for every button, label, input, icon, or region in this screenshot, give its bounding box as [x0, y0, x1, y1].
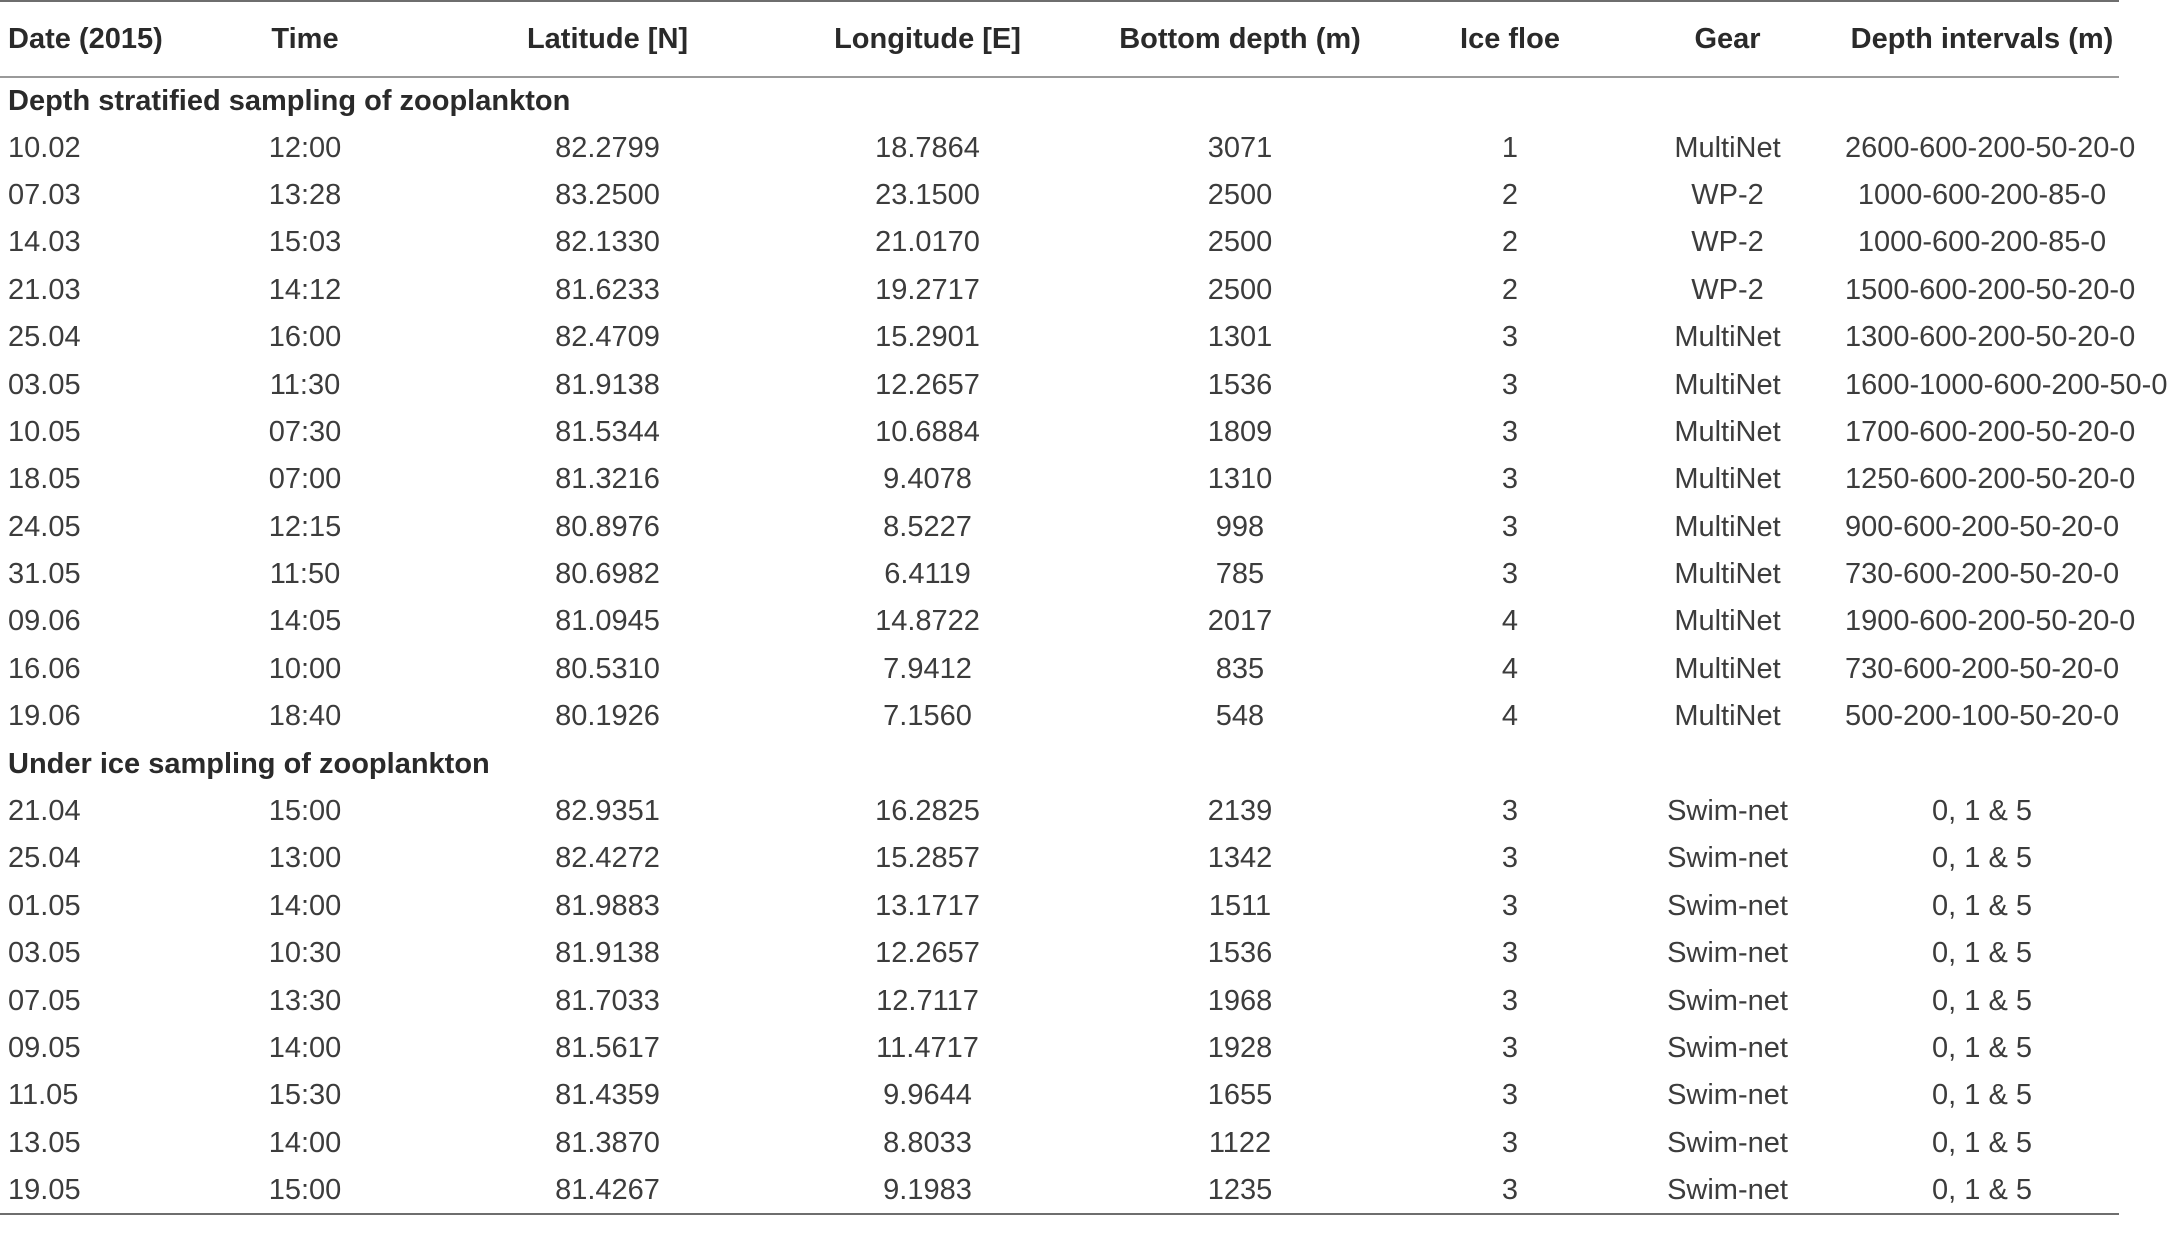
cell-time: 14:05	[268, 605, 342, 638]
cell-bottom-depth: 2500	[1207, 178, 1273, 211]
cell-depth-intervals: 1500-600-200-50-20-0	[1845, 273, 2136, 306]
cell-longitude: 9.1983	[785, 1167, 1070, 1214]
cell-date: 24.05	[8, 510, 81, 543]
cell-time: 13:30	[268, 984, 342, 1017]
cell-gear: MultiNet	[1674, 558, 1781, 591]
cell-ice-floe: 3	[1501, 1032, 1519, 1064]
cell-bottom-depth: 1301	[1207, 321, 1273, 354]
cell-longitude: 8.5227	[883, 510, 972, 543]
cell-depth-intervals: 0, 1 & 5	[1932, 795, 2032, 828]
cell-gear: Swim-net	[1610, 1167, 1845, 1214]
cell-latitude: 82.4709	[555, 321, 660, 354]
table-row	[0, 504, 2119, 551]
table-row	[0, 314, 2119, 361]
cell-gear: MultiNet	[1674, 131, 1781, 164]
cell-latitude: 81.7033	[555, 984, 660, 1017]
cell-bottom-depth: 2017	[1207, 605, 1273, 638]
cell-latitude: 81.9138	[555, 937, 660, 970]
cell-depth-intervals: 0, 1 & 5	[1932, 1032, 2032, 1064]
cell-date: 07.03	[8, 178, 81, 211]
cell-depth-intervals: 1000-600-200-85-0	[1857, 178, 2107, 211]
cell-time: 13:28	[268, 178, 342, 211]
table-row	[0, 1120, 2119, 1167]
cell-time: 14:00	[268, 1126, 342, 1159]
cell-longitude: 7.1560	[883, 700, 972, 733]
cell-latitude: 81.5344	[555, 415, 660, 448]
cell-gear: MultiNet	[1674, 321, 1781, 354]
cell-longitude: 12.2657	[875, 937, 980, 970]
table-body	[0, 77, 2167, 1214]
header-ice-floe: Ice floe	[1410, 1, 1610, 77]
cell-gear: WP-2	[1691, 178, 1764, 211]
cell-bottom-depth: 548	[1215, 700, 1265, 733]
table-row	[0, 1072, 2119, 1119]
cell-date: 10.02	[8, 131, 81, 164]
cell-depth-intervals: 1250-600-200-50-20-0	[1845, 463, 2136, 496]
cell-time: 10:30	[268, 937, 342, 970]
cell-time: 15:30	[268, 1079, 342, 1112]
cell-latitude: 81.4267	[430, 1167, 785, 1214]
section-header-row	[0, 740, 2119, 787]
cell-ice-floe: 3	[1501, 1079, 1519, 1112]
cell-time: 12:00	[268, 131, 342, 164]
cell-depth-intervals: 730-600-200-50-20-0	[1845, 652, 2120, 685]
cell-depth-intervals: 1600-1000-600-200-50-0	[1845, 368, 2167, 401]
table-row	[0, 409, 2119, 456]
cell-bottom-depth: 785	[1215, 558, 1265, 591]
cell-latitude: 82.9351	[555, 795, 660, 828]
cell-ice-floe: 3	[1501, 984, 1519, 1017]
table-row	[0, 788, 2119, 835]
cell-time: 16:00	[268, 321, 342, 354]
cell-depth-intervals: 900-600-200-50-20-0	[1845, 510, 2120, 543]
cell-longitude: 13.1717	[875, 889, 980, 922]
cell-longitude: 10.6884	[875, 415, 980, 448]
cell-longitude: 12.2657	[875, 368, 980, 401]
cell-depth-intervals: 1000-600-200-85-0	[1857, 226, 2107, 259]
cell-date: 19.06	[8, 700, 81, 733]
cell-depth-intervals: 0, 1 & 5	[1932, 889, 2032, 922]
cell-bottom-depth: 1809	[1207, 415, 1273, 448]
cell-gear: WP-2	[1691, 226, 1764, 259]
cell-longitude: 19.2717	[875, 273, 980, 306]
cell-gear: MultiNet	[1674, 463, 1781, 496]
cell-bottom-depth: 1968	[1207, 984, 1273, 1017]
cell-time: 14:12	[268, 273, 342, 306]
cell-date: 03.05	[8, 937, 81, 970]
cell-latitude: 80.8976	[555, 510, 660, 543]
cell-date: 21.04	[8, 795, 81, 828]
cell-ice-floe: 3	[1501, 463, 1519, 496]
table-row	[0, 1167, 2119, 1214]
cell-latitude: 81.9883	[555, 889, 660, 922]
cell-depth-intervals: 1900-600-200-50-20-0	[1845, 605, 2136, 638]
cell-longitude: 15.2901	[875, 321, 980, 354]
cell-depth-intervals: 500-200-100-50-20-0	[1845, 700, 2120, 733]
table-row	[0, 693, 2119, 740]
cell-date: 13.05	[8, 1126, 81, 1159]
header-longitude: Longitude [E]	[785, 1, 1070, 77]
cell-ice-floe: 2	[1501, 178, 1519, 211]
cell-time: 14:00	[268, 1032, 342, 1064]
cell-date: 11.05	[8, 1079, 79, 1112]
cell-bottom-depth: 1928	[1207, 1032, 1273, 1064]
cell-date: 16.06	[8, 652, 81, 685]
cell-depth-intervals: 0, 1 & 5	[1932, 937, 2032, 970]
cell-time: 15:03	[268, 226, 342, 259]
cell-date: 14.03	[8, 226, 81, 259]
cell-gear: Swim-net	[1667, 984, 1788, 1017]
table-row	[0, 124, 2119, 171]
cell-depth-intervals: 0, 1 & 5	[1932, 1126, 2032, 1159]
table-row	[0, 219, 2119, 266]
cell-ice-floe: 2	[1501, 226, 1519, 259]
cell-gear: MultiNet	[1674, 700, 1781, 733]
cell-bottom-depth: 3071	[1207, 131, 1273, 164]
header-date: Date (2015)	[0, 1, 180, 77]
cell-latitude: 82.4272	[555, 842, 660, 875]
table-row	[0, 977, 2119, 1024]
cell-longitude: 14.8722	[875, 605, 980, 638]
cell-longitude: 16.2825	[875, 795, 980, 828]
table-row	[0, 598, 2119, 645]
cell-time: 11:50	[269, 558, 341, 591]
cell-longitude: 7.9412	[883, 652, 972, 685]
cell-ice-floe: 3	[1410, 1167, 1610, 1214]
cell-depth-intervals: 0, 1 & 5	[1845, 1167, 2119, 1214]
cell-depth-intervals: 2600-600-200-50-20-0	[1845, 131, 2136, 164]
cell-date: 07.05	[8, 984, 81, 1017]
cell-latitude: 81.3216	[555, 463, 660, 496]
cell-gear: MultiNet	[1674, 415, 1781, 448]
cell-latitude: 81.4359	[555, 1079, 660, 1112]
cell-longitude: 15.2857	[875, 842, 980, 875]
cell-gear: Swim-net	[1667, 937, 1788, 970]
cell-gear: Swim-net	[1667, 1079, 1788, 1112]
cell-longitude: 11.4717	[876, 1032, 979, 1064]
cell-latitude: 80.6982	[555, 558, 660, 591]
cell-bottom-depth: 2500	[1207, 226, 1273, 259]
cell-time: 14:00	[268, 889, 342, 922]
cell-latitude: 81.6233	[555, 273, 660, 306]
cell-gear: MultiNet	[1674, 368, 1781, 401]
cell-bottom-depth: 1536	[1207, 368, 1273, 401]
cell-date: 21.03	[8, 273, 81, 306]
cell-bottom-depth: 1122	[1208, 1126, 1272, 1159]
cell-ice-floe: 3	[1501, 937, 1519, 970]
cell-date: 31.05	[8, 558, 81, 591]
cell-bottom-depth: 2139	[1207, 795, 1273, 828]
cell-time: 13:00	[268, 842, 342, 875]
cell-time: 11:30	[269, 368, 341, 401]
cell-gear: Swim-net	[1667, 842, 1788, 875]
cell-longitude: 9.9644	[883, 1079, 972, 1112]
cell-gear: MultiNet	[1674, 510, 1781, 543]
cell-depth-intervals: 0, 1 & 5	[1932, 842, 2032, 875]
cell-bottom-depth: 1310	[1207, 463, 1273, 496]
cell-time: 07:00	[268, 463, 342, 496]
table-row	[0, 883, 2119, 930]
cell-ice-floe: 3	[1501, 889, 1519, 922]
cell-bottom-depth: 998	[1215, 510, 1265, 543]
cell-bottom-depth: 2500	[1207, 273, 1273, 306]
cell-bottom-depth: 1655	[1207, 1079, 1273, 1112]
cell-latitude: 83.2500	[555, 178, 660, 211]
cell-ice-floe: 4	[1501, 700, 1519, 733]
header-gear: Gear	[1610, 1, 1845, 77]
table-row	[0, 361, 2119, 408]
cell-latitude: 80.1926	[555, 700, 660, 733]
table-row	[0, 835, 2119, 882]
cell-time: 07:30	[268, 415, 342, 448]
header-time: Time	[180, 1, 430, 77]
cell-latitude: 80.5310	[555, 652, 660, 685]
cell-bottom-depth: 1511	[1208, 889, 1272, 922]
cell-ice-floe: 3	[1501, 1126, 1519, 1159]
table-row	[0, 1025, 2119, 1072]
cell-time: 15:00	[180, 1167, 430, 1214]
section-title: Under ice sampling of zooplankton	[8, 747, 490, 780]
cell-date: 25.04	[8, 321, 81, 354]
cell-gear: Swim-net	[1667, 1126, 1788, 1159]
cell-ice-floe: 4	[1501, 605, 1519, 638]
cell-time: 15:00	[268, 795, 342, 828]
cell-latitude: 81.3870	[555, 1126, 660, 1159]
section-header-row	[0, 77, 2119, 124]
cell-longitude: 8.8033	[883, 1126, 972, 1159]
cell-bottom-depth: 1235	[1070, 1167, 1410, 1214]
cell-bottom-depth: 1342	[1207, 842, 1273, 875]
header-bottom-depth: Bottom depth (m)	[1070, 1, 1410, 77]
table-row	[0, 930, 2119, 977]
cell-date: 25.04	[8, 842, 81, 875]
cell-gear: MultiNet	[1674, 652, 1781, 685]
cell-ice-floe: 3	[1501, 842, 1519, 875]
cell-depth-intervals: 730-600-200-50-20-0	[1845, 558, 2120, 591]
cell-gear: Swim-net	[1667, 795, 1788, 828]
cell-bottom-depth: 1536	[1207, 937, 1273, 970]
header-row	[0, 1, 2119, 77]
cell-date: 18.05	[8, 463, 81, 496]
cell-date: 10.05	[8, 415, 81, 448]
table-row	[0, 267, 2119, 314]
cell-date: 09.06	[8, 605, 81, 638]
cell-time: 18:40	[268, 700, 342, 733]
cell-latitude: 81.9138	[555, 368, 660, 401]
cell-ice-floe: 3	[1501, 510, 1519, 543]
cell-ice-floe: 2	[1501, 273, 1519, 306]
cell-longitude: 12.7117	[876, 984, 979, 1017]
section-title: Depth stratified sampling of zooplankton	[8, 84, 571, 117]
header-latitude: Latitude [N]	[430, 1, 785, 77]
cell-ice-floe: 3	[1501, 558, 1519, 591]
cell-depth-intervals: 1700-600-200-50-20-0	[1845, 415, 2136, 448]
cell-ice-floe: 3	[1501, 795, 1519, 828]
table-header	[0, 1, 2119, 77]
cell-ice-floe: 3	[1501, 368, 1519, 401]
cell-depth-intervals: 0, 1 & 5	[1932, 984, 2032, 1017]
cell-longitude: 6.4119	[884, 558, 971, 591]
cell-latitude: 81.0945	[555, 605, 660, 638]
table-row	[0, 172, 2119, 219]
table-row	[0, 646, 2119, 693]
cell-ice-floe: 3	[1501, 321, 1519, 354]
table-row	[0, 551, 2119, 598]
cell-depth-intervals: 0, 1 & 5	[1932, 1079, 2032, 1112]
cell-bottom-depth: 835	[1215, 652, 1265, 685]
cell-latitude: 82.1330	[555, 226, 660, 259]
cell-ice-floe: 1	[1501, 131, 1519, 164]
cell-gear: WP-2	[1691, 273, 1764, 306]
cell-gear: Swim-net	[1667, 1032, 1788, 1064]
cell-date: 01.05	[8, 889, 81, 922]
cell-time: 12:15	[268, 510, 342, 543]
cell-date: 19.05	[0, 1167, 180, 1214]
cell-time: 10:00	[268, 652, 342, 685]
cell-gear: MultiNet	[1674, 605, 1781, 638]
cell-longitude: 23.1500	[875, 178, 980, 211]
cell-gear: Swim-net	[1667, 889, 1788, 922]
header-depth-intervals: Depth intervals (m)	[1845, 1, 2119, 77]
cell-depth-intervals: 1300-600-200-50-20-0	[1845, 321, 2136, 354]
table-row	[0, 456, 2119, 503]
cell-date: 03.05	[8, 368, 81, 401]
cell-latitude: 81.5617	[555, 1032, 660, 1064]
cell-date: 09.05	[8, 1032, 81, 1064]
cell-longitude: 21.0170	[875, 226, 980, 259]
cell-latitude: 82.2799	[555, 131, 660, 164]
cell-longitude: 18.7864	[875, 131, 980, 164]
cell-ice-floe: 4	[1501, 652, 1519, 685]
cell-ice-floe: 3	[1501, 415, 1519, 448]
cell-longitude: 9.4078	[883, 463, 972, 496]
